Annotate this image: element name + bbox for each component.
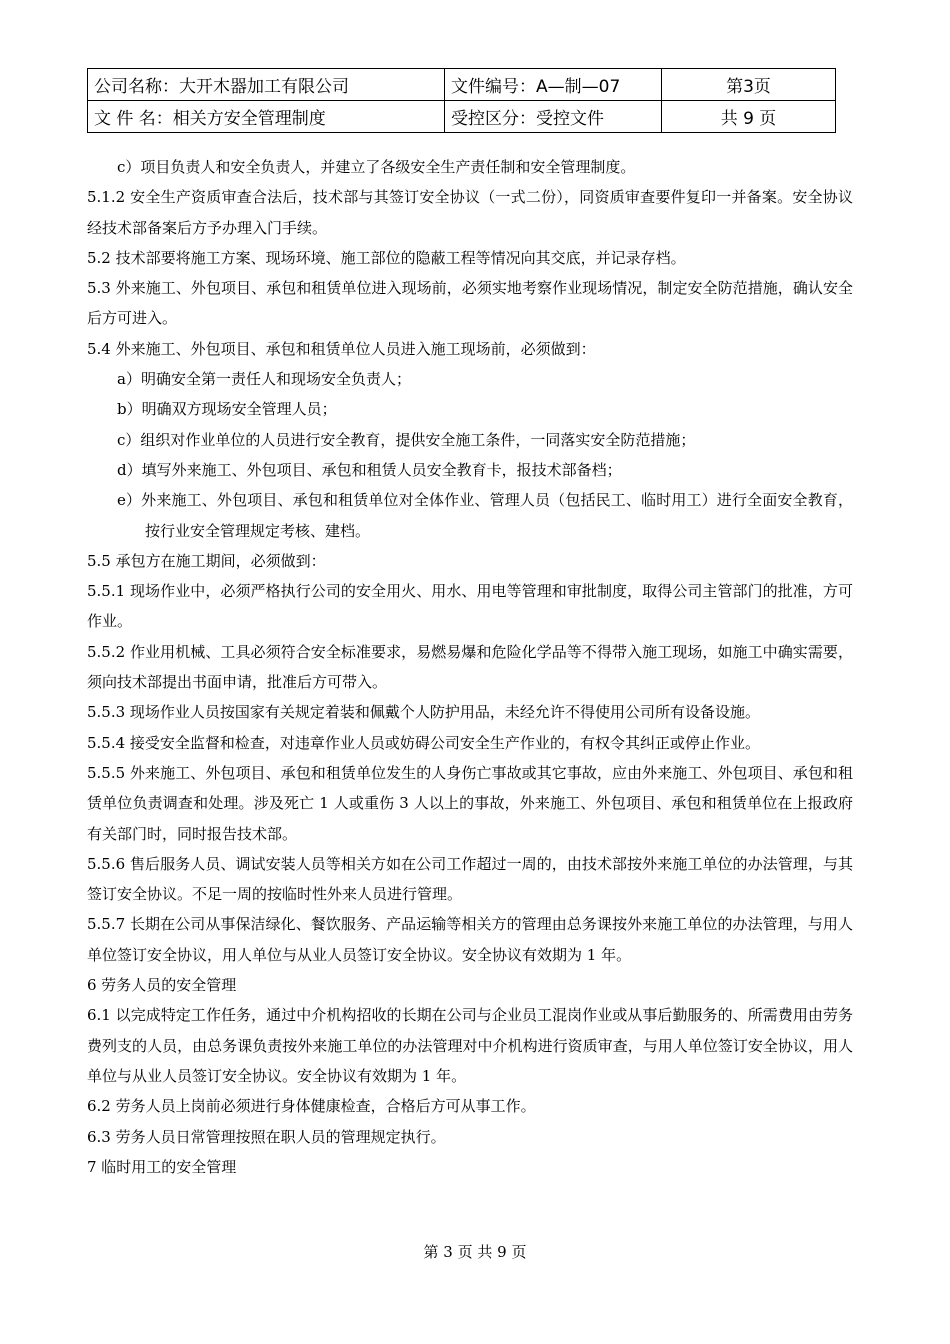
- clause-5-3: 5.3 外来施工、外包项目、承包和租赁单位进入现场前，必须实地考察作业现场情况，制定安全防范措施，确认安全后方可进入。: [87, 279, 853, 328]
- document-body: [87, 152, 853, 1182]
- total-pages-cell: 共 9 页: [662, 101, 836, 133]
- page-number-cell: 第3页: [662, 69, 836, 101]
- clause-6-2: 6.2 劳务人员上岗前必须进行身体健康检查，合格后方可从事工作。: [87, 1097, 536, 1116]
- document-number-cell: 文件编号：A—制—07: [445, 69, 662, 101]
- clause-6-3: 6.3 劳务人员日常管理按照在职人员的管理规定执行。: [87, 1127, 446, 1146]
- list-item-a: a）明确安全第一责任人和现场安全负责人；: [117, 370, 411, 389]
- list-item-e: e）外来施工、外包项目、承包和租赁单位对全体作业、管理人员（包括民工、临时用工）进行全面安全教育，按行业安全管理规定考核、建档。: [117, 491, 853, 540]
- page-footer: 第 3 页 共 9 页: [423, 1243, 527, 1261]
- clause-5-1-2: 5.1.2 安全生产资质审查合法后，技术部与其签订安全协议（一式二份），同资质审查要件复印一并备案。安全协议经技术部备案后方予办理入门手续。: [87, 188, 853, 237]
- clause-5-5-5: 5.5.5 外来施工、外包项目、承包和租赁单位发生的人身伤亡事故或其它事故，应由外来施工、外包项目、承包和租赁单位负责调查和处理。涉及死亡 1 人或重伤 3 人以上的事故，外来施工、外包项目、承包和租赁单位在上报政府有关部门时，同时报告技术部。: [87, 763, 853, 843]
- clause-5-4: 5.4 外来施工、外包项目、承包和租赁单位人员进入施工现场前，必须做到：: [87, 339, 596, 358]
- clause-5-5-6: 5.5.6 售后服务人员、调试安装人员等相关方如在公司工作超过一周的，由技术部按外来施工单位的办法管理，与其签订安全协议。不足一周的按临时性外来人员进行管理。: [87, 854, 853, 904]
- clause-5-5-1: 5.5.1 现场作业中，必须严格执行公司的安全用火、用水、用电等管理和审批制度，取得公司主管部门的批准，方可作业。: [87, 582, 853, 631]
- document-header-table: [87, 68, 836, 133]
- header-row-1: [88, 69, 836, 101]
- list-item-c-responsible: c）项目负责人和安全负责人，并建立了各级安全生产责任制和安全管理制度。: [117, 158, 636, 176]
- clause-5-5-2: 5.5.2 作业用机械、工具必须符合安全标准要求，易燃易爆和危险化学品等不得带入施工现场，如施工中确实需要，须向技术部提出书面申请，批准后方可带入。: [87, 642, 853, 692]
- clause-5-5-4: 5.5.4 接受安全监督和检查，对违章作业人员或妨碍公司安全生产作业的，有权令其纠正或停止作业。: [87, 733, 760, 752]
- clause-6-1: 6.1 以完成特定工作任务，通过中介机构招收的长期在公司与企业员工混岗作业或从事后勤服务的、所需费用由劳务费列支的人员，由总务课负责按外来施工单位的办法管理对中介机构进行资质审查，与用人单位签订安全协议，用人单位与从业人员签订安全协议。安全协议有效期为 1 年。: [87, 1006, 853, 1085]
- section-6-heading: 6 劳务人员的安全管理: [87, 976, 237, 995]
- list-item-c: c）组织对作业单位的人员进行安全教育，提供安全施工条件，一同落实安全防范措施；: [117, 430, 696, 449]
- list-item-d: d）填写外来施工、外包项目、承包和租赁人员安全教育卡，报技术部备档；: [117, 460, 622, 479]
- list-item-b: b）明确双方现场安全管理人员；: [117, 400, 337, 419]
- clause-5-5-3: 5.5.3 现场作业人员按国家有关规定着装和佩戴个人防护用品，未经允许不得使用公司所有设备设施。: [87, 703, 760, 722]
- clause-5-5: 5.5 承包方在施工期间，必须做到：: [87, 551, 326, 570]
- file-name-cell: 文 件 名：相关方安全管理制度: [88, 101, 445, 133]
- clause-5-5-7: 5.5.7 长期在公司从事保洁绿化、餐饮服务、产品运输等相关方的管理由总务课按外来施工单位的办法管理，与用人单位签订安全协议，用人单位与从业人员签订安全协议。安全协议有效期为 1 年。: [87, 915, 853, 964]
- clause-5-2: 5.2 技术部要将施工方案、现场环境、施工部位的隐蔽工程等情况向其交底，并记录存档。: [87, 248, 686, 267]
- section-7-heading: 7 临时用工的安全管理: [87, 1157, 237, 1176]
- control-status-cell: 受控区分：受控文件: [445, 101, 662, 133]
- company-name-cell: 公司名称：大开木器加工有限公司: [88, 69, 445, 101]
- header-row-2: [88, 101, 836, 133]
